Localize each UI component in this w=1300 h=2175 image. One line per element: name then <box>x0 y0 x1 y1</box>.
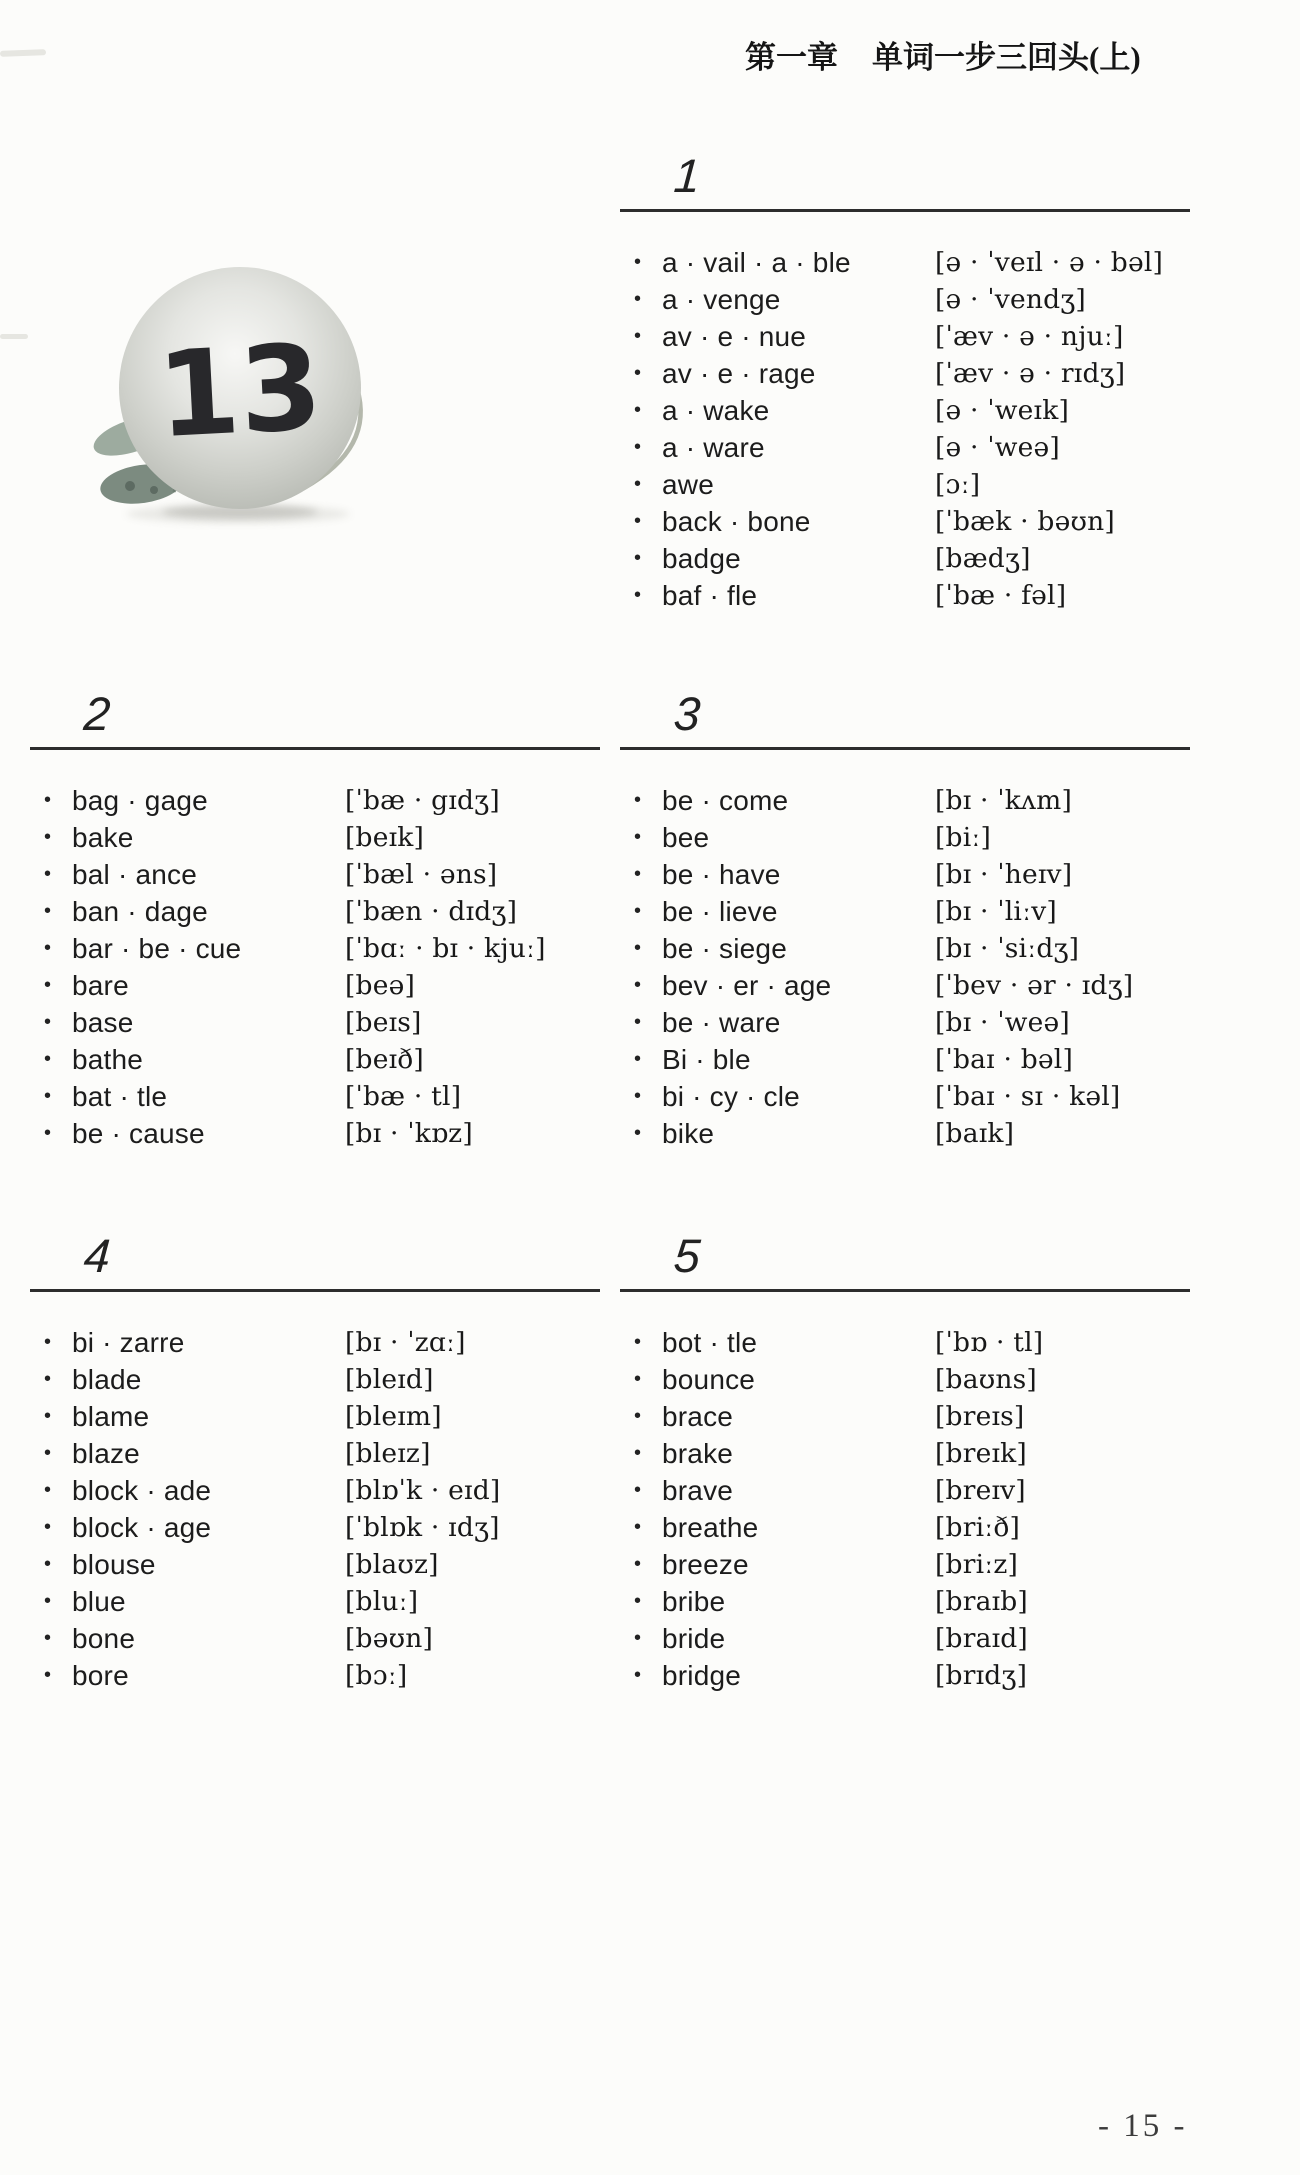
word-entry-row <box>30 782 600 819</box>
word-text: bike <box>662 1117 715 1149</box>
word-text: ban · dage <box>72 895 208 927</box>
ipa-transcription: [bɔː] <box>345 1659 408 1691</box>
bullet-icon: • <box>44 1011 52 1033</box>
ipa-transcription: [bɪ · ˈzɑː] <box>345 1326 466 1358</box>
word-text: bride <box>662 1622 726 1654</box>
word-text: brake <box>662 1437 734 1469</box>
word-text: be · come <box>662 784 789 816</box>
ipa-transcription: [baɪk] <box>935 1117 1015 1149</box>
word-entry-row <box>620 1041 1190 1078</box>
word-text: av · e · rage <box>662 357 816 389</box>
word-entry-row <box>620 1435 1190 1472</box>
lesson-number: 13 <box>154 317 326 465</box>
ipa-transcription: [breɪs] <box>935 1400 1025 1432</box>
word-text: brave <box>662 1474 734 1506</box>
ipa-transcription: [ˈbæk · bəʊn] <box>935 505 1115 537</box>
scan-artifact <box>0 334 28 339</box>
word-text: bat · tle <box>72 1080 168 1112</box>
word-text: blue <box>72 1585 126 1617</box>
ipa-transcription: [breɪk] <box>935 1437 1027 1469</box>
word-entry-row <box>620 856 1190 893</box>
bullet-icon: • <box>44 826 52 848</box>
lesson-badge <box>70 240 410 550</box>
ipa-transcription: [briːz] <box>935 1548 1019 1580</box>
bullet-icon: • <box>634 1368 642 1390</box>
word-list <box>30 1324 600 1694</box>
word-entry-row <box>30 967 600 1004</box>
word-text: a · wake <box>662 394 770 426</box>
bullet-icon: • <box>44 1627 52 1649</box>
bullet-icon: • <box>44 1516 52 1538</box>
word-text: awe <box>662 468 714 500</box>
word-entry-row <box>30 1435 600 1472</box>
bullet-icon: • <box>634 1553 642 1575</box>
ipa-transcription: [blɒˈk · eɪd] <box>345 1474 501 1506</box>
ipa-transcription: [bædʒ] <box>935 542 1031 574</box>
word-entry-row <box>30 819 600 856</box>
word-entry-row <box>30 1583 600 1620</box>
word-entry-row <box>620 429 1190 466</box>
ipa-transcription: [brɪdʒ] <box>935 1659 1028 1691</box>
bullet-icon: • <box>634 288 642 310</box>
word-text: badge <box>662 542 741 574</box>
word-section-2 <box>30 687 600 1152</box>
word-entry-row <box>30 1398 600 1435</box>
bullet-icon: • <box>634 436 642 458</box>
bullet-icon: • <box>634 1011 642 1033</box>
word-entry-row <box>620 893 1190 930</box>
word-list <box>620 782 1190 1152</box>
word-text: bev · er · age <box>662 969 832 1001</box>
word-entry-row <box>30 1078 600 1115</box>
section-number: 4 <box>82 1229 112 1282</box>
word-entry-row <box>30 1041 600 1078</box>
word-section-1 <box>620 149 1190 614</box>
section-rule <box>30 1289 600 1292</box>
word-text: Bi · ble <box>662 1043 751 1075</box>
ipa-transcription: [beɪð] <box>345 1043 424 1075</box>
word-entry-row <box>620 967 1190 1004</box>
word-text: bot · tle <box>662 1326 758 1358</box>
word-text: bathe <box>72 1043 144 1075</box>
bullet-icon: • <box>634 1479 642 1501</box>
word-text: a · ware <box>662 431 765 463</box>
word-text: blouse <box>72 1548 156 1580</box>
ipa-transcription: [ˈæv · ə · rɪdʒ] <box>935 357 1126 389</box>
ipa-transcription: [briːð] <box>935 1511 1021 1543</box>
word-entry-row <box>30 1620 600 1657</box>
ipa-transcription: [braɪd] <box>935 1622 1028 1654</box>
ipa-transcription: [ˈbæn · dɪdʒ] <box>345 895 518 927</box>
word-text: a · vail · a · ble <box>662 246 851 278</box>
bullet-icon: • <box>44 1048 52 1070</box>
bullet-icon: • <box>634 900 642 922</box>
bullet-icon: • <box>44 974 52 996</box>
word-text: back · bone <box>662 505 811 537</box>
word-entry-row <box>30 1509 600 1546</box>
bullet-icon: • <box>634 1627 642 1649</box>
bullet-icon: • <box>44 1553 52 1575</box>
bullet-icon: • <box>44 900 52 922</box>
word-entry-row <box>30 856 600 893</box>
ipa-transcription: [ˈbaɪ · sɪ · kəl] <box>935 1080 1121 1112</box>
word-list <box>620 244 1190 614</box>
bullet-icon: • <box>44 1368 52 1390</box>
ipa-transcription: [ˈblɒk · ɪdʒ] <box>345 1511 500 1543</box>
word-entry-row <box>620 540 1190 577</box>
ipa-transcription: [ˈbaɪ · bəl] <box>935 1043 1073 1075</box>
word-entry-row <box>620 281 1190 318</box>
chapter-title: 单词一步三回头(上) <box>872 40 1141 75</box>
word-entry-row <box>30 1546 600 1583</box>
ipa-transcription: [bɪ · ˈsiːdʒ] <box>935 932 1080 964</box>
word-entry-row <box>620 1509 1190 1546</box>
ipa-transcription: [bleɪd] <box>345 1363 434 1395</box>
section-number: 3 <box>672 687 702 740</box>
bullet-icon: • <box>44 1331 52 1353</box>
ipa-transcription: [bɪ · ˈkʌm] <box>935 784 1073 816</box>
word-text: breeze <box>662 1548 749 1580</box>
ipa-transcription: [blaʊz] <box>345 1548 439 1580</box>
word-text: be · cause <box>72 1117 205 1149</box>
section-rule <box>620 209 1190 212</box>
bullet-icon: • <box>634 399 642 421</box>
bullet-icon: • <box>634 1122 642 1144</box>
word-text: baf · fle <box>662 579 758 611</box>
section-number: 5 <box>672 1229 702 1282</box>
ipa-transcription: [ˈæv · ə · njuː] <box>935 320 1124 352</box>
bullet-icon: • <box>634 1664 642 1686</box>
ipa-transcription: [bɪ · ˈkɒz] <box>345 1117 473 1149</box>
word-entry-row <box>620 1583 1190 1620</box>
bullet-icon: • <box>44 1590 52 1612</box>
scan-artifact <box>0 49 46 57</box>
chapter-header <box>745 32 1205 77</box>
ipa-transcription: [bɪ · ˈweə] <box>935 1006 1070 1038</box>
word-text: base <box>72 1006 134 1038</box>
word-text: bi · cy · cle <box>662 1080 800 1112</box>
ipa-transcription: [breɪv] <box>935 1474 1026 1506</box>
bullet-icon: • <box>634 863 642 885</box>
word-entry-row <box>620 392 1190 429</box>
word-text: av · e · nue <box>662 320 807 352</box>
ipa-transcription: [beə] <box>345 969 416 1001</box>
bullet-icon: • <box>634 1048 642 1070</box>
word-entry-row <box>30 893 600 930</box>
bullet-icon: • <box>44 1122 52 1144</box>
bullet-icon: • <box>634 1442 642 1464</box>
word-section-4 <box>30 1229 600 1694</box>
word-text: bi · zarre <box>72 1326 185 1358</box>
ipa-transcription: [ˈbæ · gɪdʒ] <box>345 784 500 816</box>
word-entry-row <box>620 782 1190 819</box>
bullet-icon: • <box>44 1405 52 1427</box>
ipa-transcription: [bleɪm] <box>345 1400 442 1432</box>
word-entry-row <box>620 466 1190 503</box>
word-entry-row <box>620 503 1190 540</box>
word-text: breathe <box>662 1511 759 1543</box>
word-entry-row <box>620 1361 1190 1398</box>
word-entry-row <box>30 1472 600 1509</box>
word-entry-row <box>620 1620 1190 1657</box>
bullet-icon: • <box>634 826 642 848</box>
bullet-icon: • <box>634 547 642 569</box>
section-number: 2 <box>82 687 112 740</box>
word-entry-row <box>620 930 1190 967</box>
word-entry-row <box>620 1472 1190 1509</box>
word-text: bridge <box>662 1659 742 1691</box>
ipa-transcription: [biː] <box>935 821 992 853</box>
word-text: a · venge <box>662 283 781 315</box>
word-section-5 <box>620 1229 1190 1694</box>
bullet-icon: • <box>634 584 642 606</box>
word-text: blame <box>72 1400 150 1432</box>
word-entry-row <box>620 1004 1190 1041</box>
ipa-transcription: [bəʊn] <box>345 1622 434 1654</box>
section-rule <box>30 747 600 750</box>
ipa-transcription: [bɪ · ˈliːv] <box>935 895 1057 927</box>
ipa-transcription: [ə · ˈweə] <box>935 431 1060 463</box>
word-entry-row <box>620 355 1190 392</box>
word-text: be · siege <box>662 932 787 964</box>
word-text: bore <box>72 1659 129 1691</box>
ipa-transcription: [ɔː] <box>935 468 981 500</box>
bullet-icon: • <box>634 473 642 495</box>
word-entry-row <box>620 1115 1190 1152</box>
word-text: be · have <box>662 858 781 890</box>
word-entry-row <box>30 1657 600 1694</box>
word-entry-row <box>620 1398 1190 1435</box>
ipa-transcription: [ˈbɒ · tl] <box>935 1326 1044 1358</box>
ipa-transcription: [ə · ˈveɪl · ə · bəl] <box>935 246 1164 278</box>
word-entry-row <box>620 1078 1190 1115</box>
section-number: 1 <box>672 149 702 202</box>
bullet-icon: • <box>44 789 52 811</box>
ipa-transcription: [braɪb] <box>935 1585 1028 1617</box>
bullet-icon: • <box>634 1085 642 1107</box>
section-rule <box>620 747 1190 750</box>
bullet-icon: • <box>634 789 642 811</box>
word-entry-row <box>620 577 1190 614</box>
ipa-transcription: [bɪ · ˈheɪv] <box>935 858 1073 890</box>
ipa-transcription: [ˈbæ · fəl] <box>935 579 1067 611</box>
word-entry-row <box>620 819 1190 856</box>
word-text: be · lieve <box>662 895 778 927</box>
word-text: bag · gage <box>72 784 208 816</box>
word-section-3 <box>620 687 1190 1152</box>
ipa-transcription: [baʊns] <box>935 1363 1037 1395</box>
bullet-icon: • <box>634 1331 642 1353</box>
bullet-icon: • <box>634 974 642 996</box>
word-text: bal · ance <box>72 858 197 890</box>
word-entry-row <box>30 1361 600 1398</box>
word-text: be · ware <box>662 1006 781 1038</box>
word-text: brace <box>662 1400 734 1432</box>
bullet-icon: • <box>634 325 642 347</box>
bullet-icon: • <box>634 510 642 532</box>
bullet-icon: • <box>634 937 642 959</box>
word-text: bounce <box>662 1363 756 1395</box>
word-entry-row <box>620 1546 1190 1583</box>
word-text: bar · be · cue <box>72 932 242 964</box>
bullet-icon: • <box>634 251 642 273</box>
ipa-transcription: [beɪk] <box>345 821 425 853</box>
word-text: bee <box>662 821 710 853</box>
word-entry-row <box>620 1657 1190 1694</box>
word-entry-row <box>620 244 1190 281</box>
word-entry-row <box>30 1115 600 1152</box>
bullet-icon: • <box>634 362 642 384</box>
bullet-icon: • <box>634 1516 642 1538</box>
word-list <box>620 1324 1190 1694</box>
ipa-transcription: [beɪs] <box>345 1006 422 1038</box>
word-text: bribe <box>662 1585 726 1617</box>
word-text: bone <box>72 1622 136 1654</box>
word-list <box>30 782 600 1152</box>
word-text: block · ade <box>72 1474 212 1506</box>
word-entry-row <box>620 318 1190 355</box>
ipa-transcription: [ˈbæl · əns] <box>345 858 498 890</box>
page-number: - 15 - <box>1098 2108 1188 2144</box>
word-text: block · age <box>72 1511 212 1543</box>
bullet-icon: • <box>44 1479 52 1501</box>
ipa-transcription: [ˈbev · ər · ɪdʒ] <box>935 969 1134 1001</box>
ipa-transcription: [ə · ˈweɪk] <box>935 394 1070 426</box>
word-text: bare <box>72 969 129 1001</box>
word-entry-row <box>30 930 600 967</box>
bullet-icon: • <box>44 937 52 959</box>
word-text: bake <box>72 821 134 853</box>
bullet-icon: • <box>44 863 52 885</box>
bullet-icon: • <box>44 1085 52 1107</box>
word-text: blade <box>72 1363 142 1395</box>
bullet-icon: • <box>44 1664 52 1686</box>
bullet-icon: • <box>44 1442 52 1464</box>
bullet-icon: • <box>634 1405 642 1427</box>
ipa-transcription: [bleɪz] <box>345 1437 431 1469</box>
ipa-transcription: [ˈbɑː · bɪ · kjuː] <box>345 932 546 964</box>
word-text: blaze <box>72 1437 140 1469</box>
bullet-icon: • <box>634 1590 642 1612</box>
word-entry-row <box>620 1324 1190 1361</box>
ipa-transcription: [bluː] <box>345 1585 419 1617</box>
word-entry-row <box>30 1004 600 1041</box>
chapter-label: 第一章 <box>745 40 838 75</box>
ipa-transcription: [ə · ˈvendʒ] <box>935 283 1086 315</box>
section-rule <box>620 1289 1190 1292</box>
word-entry-row <box>30 1324 600 1361</box>
ipa-transcription: [ˈbæ · tl] <box>345 1080 462 1112</box>
